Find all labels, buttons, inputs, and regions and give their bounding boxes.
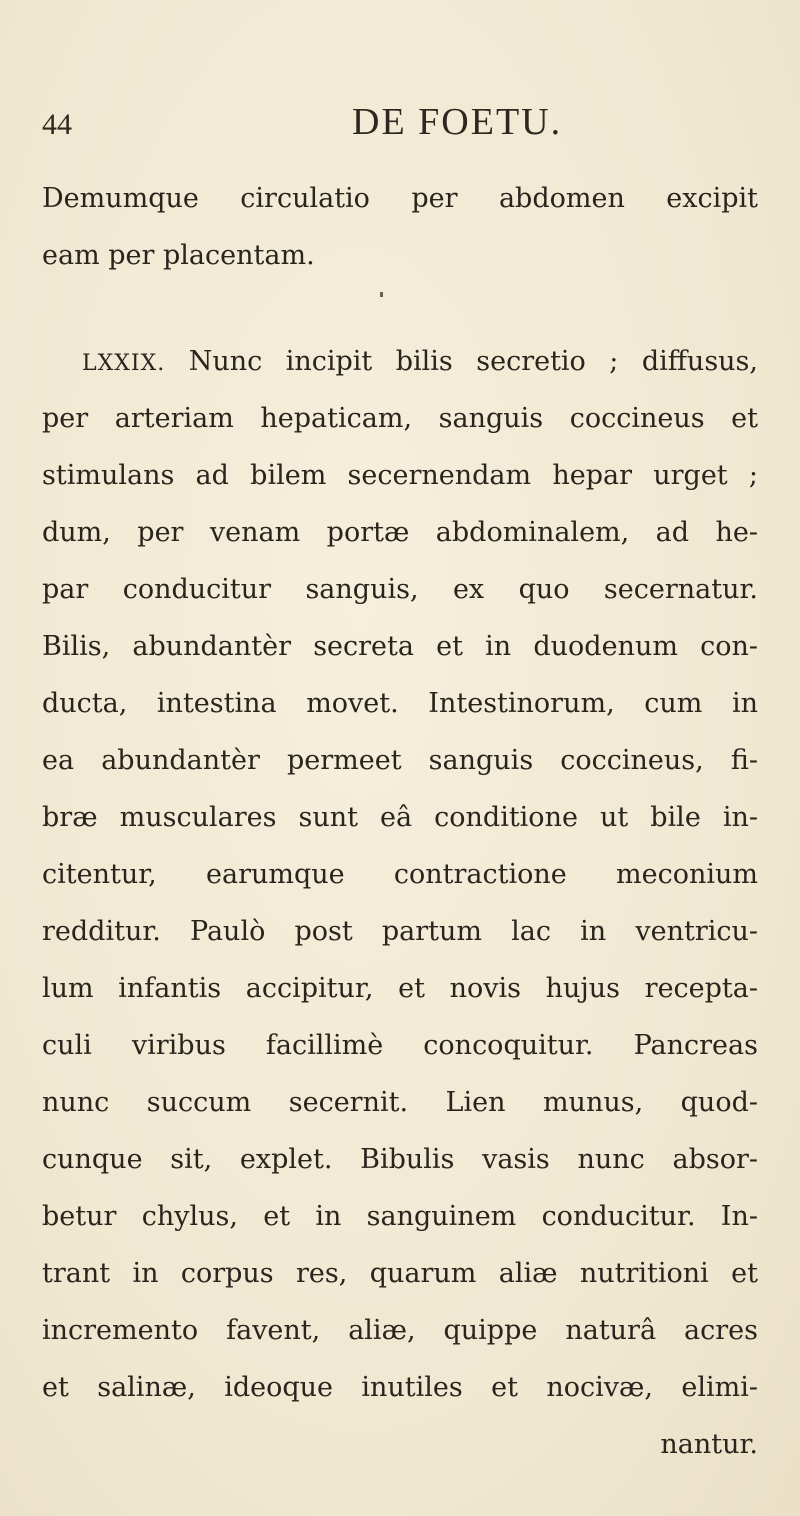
text-line: ea abundantèr permeet sanguis coccineus, fi- [42,745,758,776]
text-line: Demumque circulatio per abdomen excipit [42,183,758,214]
text-line: citentur, earumque contractione meconium [42,859,758,890]
text-line: cunque sit, explet. Bibulis vasis nunc absor- [42,1144,758,1175]
text-line: dum, per venam portæ abdominalem, ad he- [42,517,758,548]
text-line-last: nantur. [660,1429,758,1460]
text-line: bræ musculares sunt eâ conditione ut bile in- [42,802,758,833]
text-line: ducta, intestina movet. Intestinorum, cum in [42,688,758,719]
text-line: culi viribus facillimè concoquitur. Pancreas [42,1030,758,1061]
text-line: lum infantis accipitur, et novis hujus recepta- [42,973,758,1004]
section-first-line-text: Nunc incipit bilis secretio ; diffusus, [188,346,758,377]
section-first-line [82,345,758,381]
text-line: stimulans ad bilem secernendam hepar urget ; [42,460,758,491]
page-number: 44 [42,108,72,141]
text-line: incremento favent, aliæ, quippe naturâ acres [42,1315,758,1346]
text-line: nunc succum secernit. Lien munus, quod- [42,1087,758,1118]
text-line: redditur. Paulò post partum lac in ventricu- [42,916,758,947]
text-line: Bilis, abundantèr secreta et in duodenum con- [42,631,758,662]
ink-speck [380,292,383,297]
text-line: par conducitur sanguis, ex quo secernatur. [42,574,758,605]
running-head: DE FOETU. [352,101,563,143]
text-line: betur chylus, et in sanguinem conducitur. In- [42,1201,758,1232]
text-line: eam per placentam. [42,240,315,271]
text-line: et salinæ, ideoque inutiles et nocivæ, elimi- [42,1372,758,1403]
text-line: per arteriam hepaticam, sanguis coccineus et [42,403,758,434]
text-line: trant in corpus res, quarum aliæ nutritioni et [42,1258,758,1289]
section-number: LXXIX. [82,351,166,376]
